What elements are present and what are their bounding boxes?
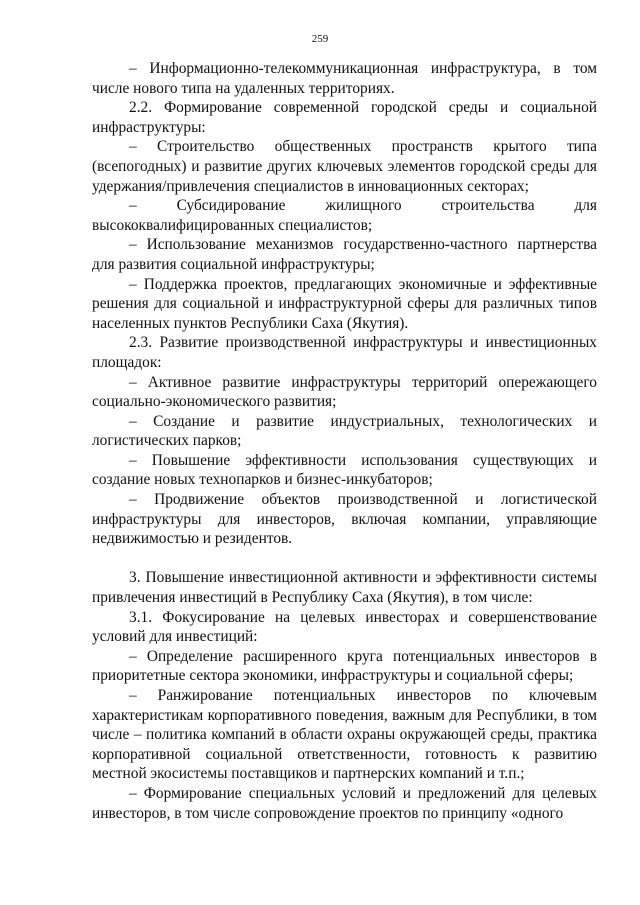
list-item: – Продвижение объектов производственной и логистической инфраструктуры для инвесторов, включая компании, управляющие недвижимостью и резидентов. [92,491,597,548]
list-item: – Активное развитие инфраструктуры территорий опережающего социально-экономического развития; [92,373,597,411]
list-item: – Поддержка проектов, предлагающих экономичные и эффективные решения для социальной и инфраструктурной сферы для различных типов населенных пунктов Республики Саха (Якутия). [92,275,597,332]
list-item: – Повышение эффективности использования существующих и создание новых технопарков и бизнес-инкубаторов; [92,451,597,489]
section-heading: 2.3. Развитие производственной инфраструктуры и инвестиционных площадок: [92,334,597,371]
list-item: – Ранжирование потенциальных инвесторов по ключевым характеристикам корпоративного поведения, важным для Республики, в том числе – политика компаний в области охраны окружающей среды, практика корпоративной социальной ответственности, готовность к развитию местной экосистемы поставщиков и партнерских компаний и т.п.; [92,687,597,783]
list-item: – Формирование специальных условий и предложений для целевых инвесторов, в том числе сопровождение проектов по принципу «одного [92,784,597,822]
list-item: – Субсидирование жилищного строительства для высококвалифицированных специалистов; [92,197,597,234]
subsection-heading: 3.1. Фокусирование на целевых инвесторах и совершенствование условий для инвестиций: [92,608,597,646]
document-body [92,59,597,823]
section-heading: 3. Повышение инвестиционной активности и эффективности системы привлечения инвестиций в Республику Саха (Якутия), в том числе: [92,569,597,607]
list-item: – Определение расширенного круга потенциальных инвесторов в приоритетные сектора экономики, инфраструктуры и социальной сферы; [92,647,597,685]
list-item: – Строительство общественных пространств крытого типа (всепогодных) и развитие других ключевых элементов городской среды для удержания/привлечения специалистов в инновационных секторах; [92,138,597,195]
paragraph: – Информационно-телекоммуникационная инфраструктура, в том числе нового типа на удаленных территориях. [92,60,597,97]
page-number: 259 [311,33,329,45]
list-item: – Создание и развитие индустриальных, технологических и логистических парков; [92,412,597,450]
section-heading: 2.2. Формирование современной городской среды и социальной инфраструктуры: [92,99,597,136]
paragraph-gap [92,549,597,569]
list-item: – Использование механизмов государственно-частного партнерства для развития социальной инфраструктуры; [92,236,597,273]
